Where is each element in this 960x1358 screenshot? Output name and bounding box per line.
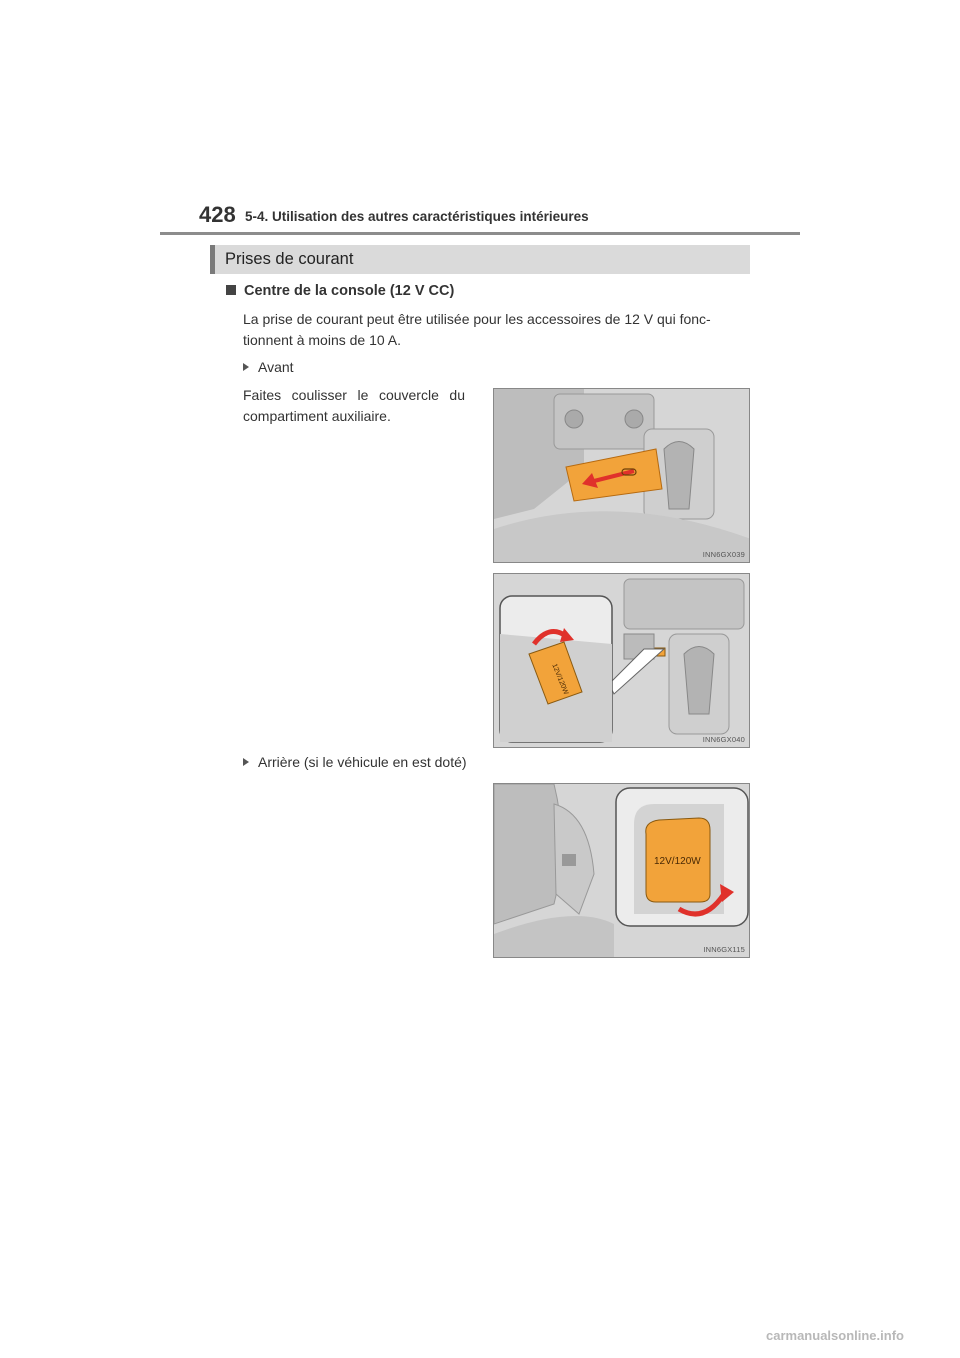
chapter-title: 5-4. Utilisation des autres caractéristiques intérieures <box>245 209 589 224</box>
subsection-description: La prise de courant peut être utilisée pour les accessoires de 12 V qui fonc-tionnent à moins de 10 A. <box>243 311 711 348</box>
figure2-cover-label: 12V/120W <box>550 662 570 696</box>
bullet-front <box>243 359 294 375</box>
bullet-rear <box>243 754 467 770</box>
console-cover-illustration <box>494 389 750 563</box>
console-outlet-illustration <box>494 574 750 748</box>
header-rule <box>160 232 800 235</box>
figure3-cover-label: 12V/120W <box>654 856 701 867</box>
subsection-title: Centre de la console (12 V CC) <box>244 283 455 299</box>
page-number: 428 <box>199 202 236 227</box>
figure-console-outlet <box>493 573 750 748</box>
section-bar <box>210 245 750 274</box>
square-bullet-icon <box>226 285 236 295</box>
subsection-heading <box>226 283 454 299</box>
figure-console-cover <box>493 388 750 563</box>
figure1-code: INN6GX039 <box>702 550 745 559</box>
triangle-bullet-icon <box>243 758 249 766</box>
figure2-code: INN6GX040 <box>702 735 745 744</box>
section-title: Prises de courant <box>225 250 354 268</box>
figure3-code: INN6GX115 <box>703 945 745 954</box>
rear-outlet-illustration <box>494 784 750 958</box>
bullet-front-label: Avant <box>258 359 294 375</box>
bullet-rear-label: Arrière (si le véhicule en est doté) <box>258 754 467 770</box>
front-instruction: Faites coulisser le couvercle du compartiment auxiliaire. <box>243 387 465 424</box>
triangle-bullet-icon <box>243 363 249 371</box>
watermark: carmanualsonline.info <box>766 1328 904 1343</box>
figure-rear-outlet <box>493 783 750 958</box>
